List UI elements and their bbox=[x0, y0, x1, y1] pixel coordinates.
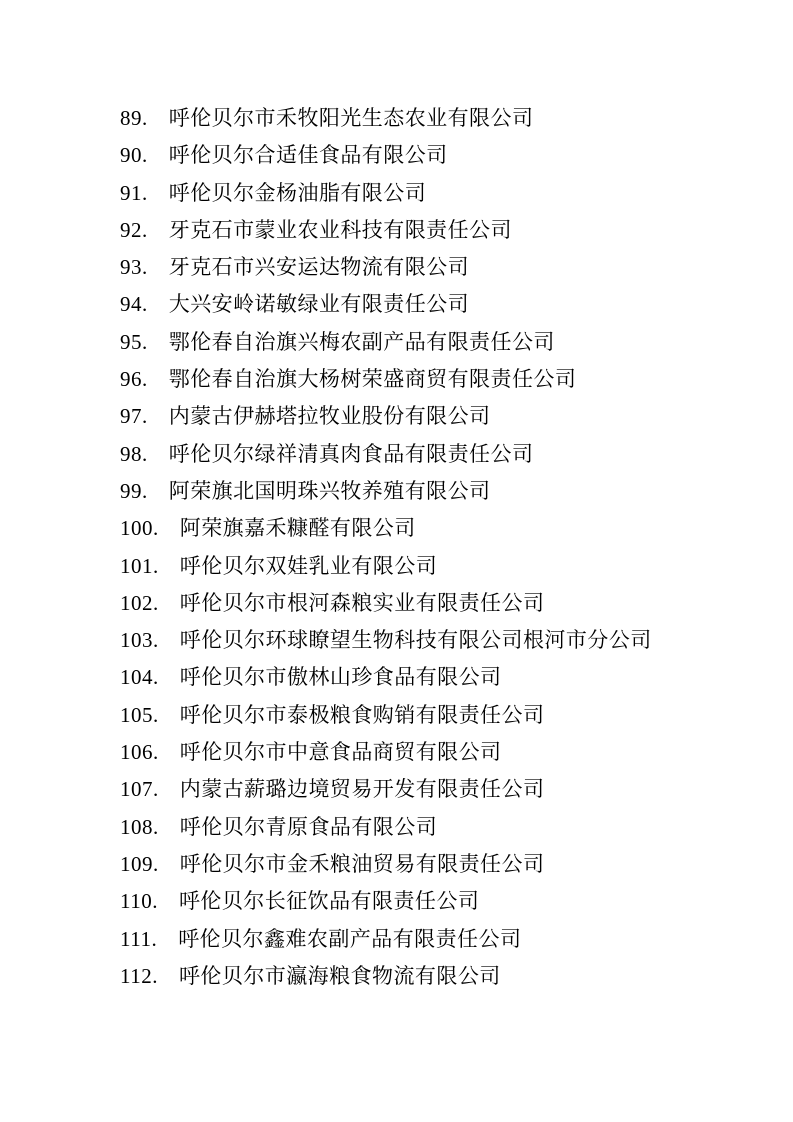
list-item bbox=[120, 212, 652, 249]
list-item bbox=[120, 734, 652, 771]
item-number: 111. bbox=[120, 926, 158, 951]
list-item bbox=[120, 622, 652, 659]
company-list bbox=[120, 100, 652, 995]
company-name: 呼伦贝尔市泰极粮食购销有限责任公司 bbox=[179, 702, 545, 727]
company-name: 阿荣旗嘉禾糠醛有限公司 bbox=[179, 516, 416, 541]
list-item bbox=[120, 771, 652, 808]
list-item bbox=[120, 473, 652, 510]
company-name: 阿荣旗北国明珠兴牧养殖有限公司 bbox=[168, 478, 491, 503]
item-number: 95. bbox=[120, 329, 148, 354]
item-number: 104. bbox=[120, 665, 159, 690]
item-number: 110. bbox=[120, 889, 158, 914]
company-name: 呼伦贝尔市根河森粮实业有限责任公司 bbox=[179, 590, 545, 615]
list-item bbox=[120, 398, 652, 435]
item-number: 91. bbox=[120, 180, 148, 205]
item-number: 108. bbox=[120, 814, 159, 839]
company-name: 呼伦贝尔长征饮品有限责任公司 bbox=[178, 889, 480, 914]
company-name: 呼伦贝尔合适佳食品有限公司 bbox=[168, 143, 448, 168]
company-name: 牙克石市兴安运达物流有限公司 bbox=[168, 255, 470, 280]
list-item bbox=[120, 659, 652, 696]
item-number: 96. bbox=[120, 367, 148, 392]
list-item bbox=[120, 846, 652, 883]
item-number: 89. bbox=[120, 106, 148, 130]
list-item bbox=[120, 286, 652, 323]
list-item bbox=[120, 921, 652, 958]
list-item bbox=[120, 697, 652, 734]
list-item bbox=[120, 361, 652, 398]
list-item bbox=[120, 809, 652, 846]
item-number: 93. bbox=[120, 255, 148, 280]
company-name: 大兴安岭诺敏绿业有限责任公司 bbox=[168, 292, 470, 317]
item-number: 94. bbox=[120, 292, 148, 317]
company-name: 呼伦贝尔市金禾粮油贸易有限责任公司 bbox=[179, 851, 545, 876]
company-name: 呼伦贝尔市中意食品商贸有限公司 bbox=[179, 740, 502, 765]
company-name: 呼伦贝尔市瀛海粮食物流有限公司 bbox=[178, 963, 501, 988]
list-item bbox=[120, 100, 652, 137]
company-name: 鄂伦春自治旗大杨树荣盛商贸有限责任公司 bbox=[168, 367, 577, 392]
item-number: 99. bbox=[120, 478, 148, 503]
item-number: 106. bbox=[120, 740, 159, 765]
list-item bbox=[120, 958, 652, 995]
company-name: 呼伦贝尔金杨油脂有限公司 bbox=[168, 180, 427, 205]
item-number: 98. bbox=[120, 441, 148, 466]
company-name: 呼伦贝尔市禾牧阳光生态农业有限公司 bbox=[168, 106, 534, 130]
company-name: 内蒙古伊赫塔拉牧业股份有限公司 bbox=[168, 404, 491, 429]
item-number: 92. bbox=[120, 217, 148, 242]
company-name: 呼伦贝尔市傲林山珍食品有限公司 bbox=[179, 665, 502, 690]
list-item bbox=[120, 548, 652, 585]
list-item bbox=[120, 436, 652, 473]
item-number: 97. bbox=[120, 404, 148, 429]
company-name: 鄂伦春自治旗兴梅农副产品有限责任公司 bbox=[168, 329, 555, 354]
list-item bbox=[120, 137, 652, 174]
item-number: 90. bbox=[120, 143, 148, 168]
company-name: 呼伦贝尔双娃乳业有限公司 bbox=[179, 553, 438, 578]
list-item bbox=[120, 585, 652, 622]
list-item bbox=[120, 883, 652, 920]
item-number: 107. bbox=[120, 777, 159, 802]
company-name: 内蒙古薪璐边境贸易开发有限责任公司 bbox=[179, 777, 545, 802]
item-number: 105. bbox=[120, 702, 159, 727]
list-item bbox=[120, 324, 652, 361]
item-number: 102. bbox=[120, 590, 159, 615]
item-number: 101. bbox=[120, 553, 159, 578]
list-item bbox=[120, 175, 652, 212]
item-number: 103. bbox=[120, 628, 159, 653]
company-name: 呼伦贝尔环球瞭望生物科技有限公司根河市分公司 bbox=[179, 628, 652, 653]
item-number: 109. bbox=[120, 851, 159, 876]
item-number: 100. bbox=[120, 516, 159, 541]
company-name: 牙克石市蒙业农业科技有限责任公司 bbox=[168, 217, 512, 242]
list-item bbox=[120, 249, 652, 286]
company-name: 呼伦贝尔青原食品有限公司 bbox=[179, 814, 438, 839]
company-name: 呼伦贝尔绿祥清真肉食品有限责任公司 bbox=[168, 441, 534, 466]
company-name: 呼伦贝尔鑫难农副产品有限责任公司 bbox=[178, 926, 522, 951]
item-number: 112. bbox=[120, 963, 158, 988]
list-item bbox=[120, 510, 652, 547]
